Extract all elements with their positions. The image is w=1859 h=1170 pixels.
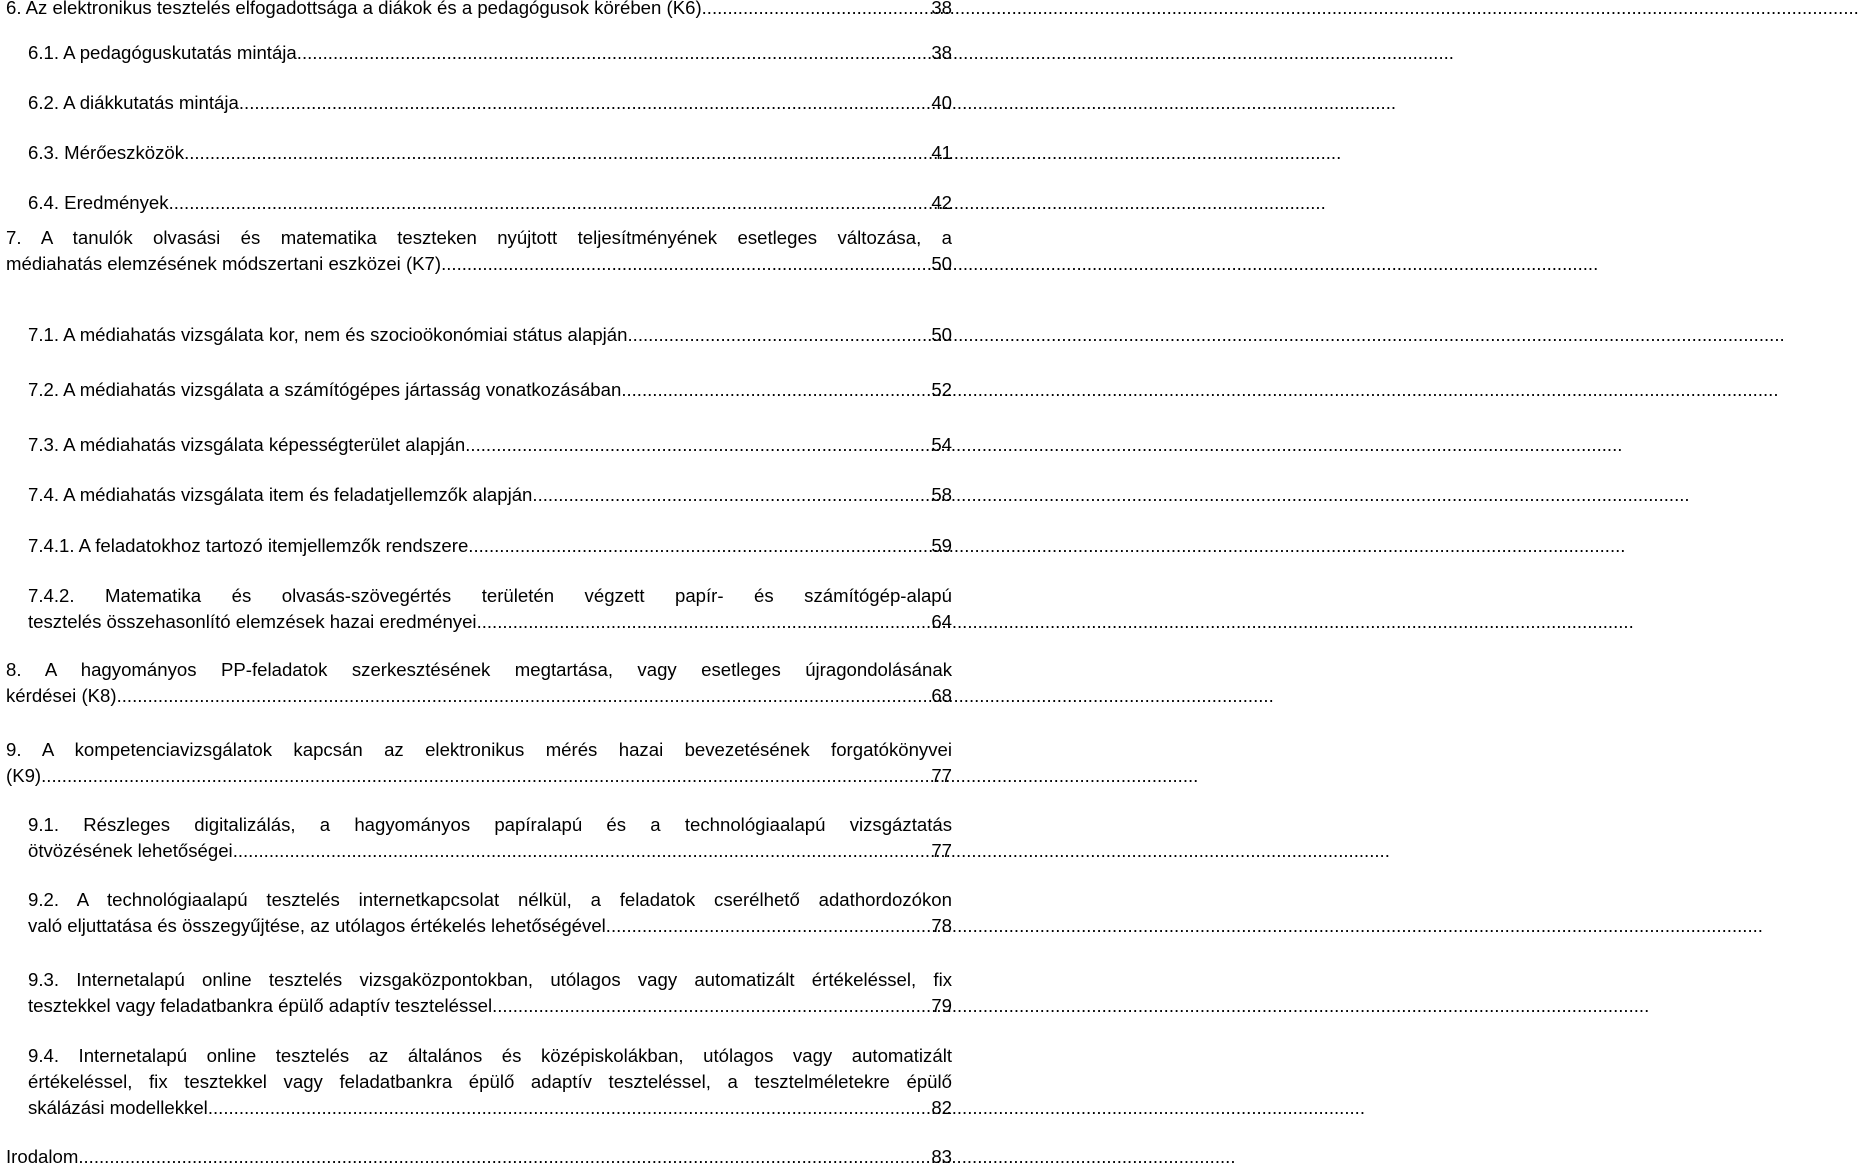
toc-page-number: 42: [931, 192, 952, 213]
dot-leader: [532, 482, 930, 508]
toc-entry-title: 6. Az elektronikus tesztelés elfogadottsága a diákok és a pedagógusok körében (K6): [6, 0, 702, 18]
toc-entry[interactable]: [28, 887, 952, 939]
toc-entry-title-line: 7.4.2. Matematika és olvasás-szövegértés területén végzett papír- és számítógép-alapú: [28, 585, 952, 606]
toc-page-number: 82: [931, 1097, 952, 1118]
toc-page-number: 77: [931, 765, 952, 786]
toc-page-number: 64: [931, 611, 952, 632]
toc-entry-title-line: értékeléssel, fix tesztekkel vagy feladatbankra épülő adaptív teszteléssel, a tesztelméletekre épülő: [28, 1071, 952, 1092]
toc-entry-title: 6.4. Eredmények: [28, 192, 169, 213]
toc-entry-title: tesztekkel vagy feladatbankra épülő adaptív teszteléssel: [28, 995, 493, 1016]
toc-entry[interactable]: [28, 583, 952, 635]
toc-entry-title: kérdései (K8): [6, 685, 117, 706]
toc-page-number: 58: [931, 484, 952, 505]
toc-entry[interactable]: [6, 1144, 952, 1170]
dot-leader: [468, 533, 930, 559]
toc-page-number: 38: [931, 0, 952, 18]
dot-leader: [184, 140, 930, 166]
dot-leader: [208, 1095, 930, 1121]
toc-entry-last-line: [6, 251, 952, 277]
toc-entry-title-line: 9.3. Internetalapú online tesztelés vizsgaközpontokban, utólagos vagy automatizált értékeléssel, fix: [28, 969, 952, 990]
toc-entry-title: 7.1. A médiahatás vizsgálata kor, nem és szocioökonómiai státus alapján: [28, 324, 628, 345]
dot-leader: [627, 322, 930, 348]
toc-entry-last-line: [28, 377, 952, 403]
dot-leader: [117, 683, 931, 709]
toc-entry-last-line: [28, 838, 952, 864]
toc-entry[interactable]: [6, 657, 952, 709]
toc-entry-last-line: [28, 90, 952, 116]
toc-entry-title: 7.3. A médiahatás vizsgálata képességterület alapján: [28, 434, 466, 455]
toc-entry-last-line: [6, 1144, 952, 1170]
toc-entry-last-line: [28, 1095, 952, 1121]
toc-entry[interactable]: [28, 140, 952, 166]
toc-entry-title: Irodalom: [6, 1146, 79, 1167]
dot-leader: [606, 913, 931, 939]
toc-entry[interactable]: [28, 482, 952, 508]
toc-entry[interactable]: [6, 225, 952, 277]
toc-page-number: 40: [931, 92, 952, 113]
toc-entry-last-line: [28, 913, 952, 939]
toc-page-number: 59: [931, 535, 952, 556]
toc-entry-title: 7.4.1. A feladatokhoz tartozó itemjellemzők rendszere: [28, 535, 469, 556]
toc-page-number: 68: [931, 685, 952, 706]
toc-page-number: 77: [931, 840, 952, 861]
toc-entry-title: médiahatás elemzésének módszertani eszközei (K7): [6, 253, 442, 274]
toc-entry-last-line: [28, 190, 952, 216]
toc-entry-title-line: 7. A tanulók olvasási és matematika teszteken nyújtott teljesítményének esetleges változása, a: [6, 227, 952, 248]
toc-entry[interactable]: [28, 1043, 952, 1121]
toc-entry[interactable]: [28, 40, 952, 66]
toc-entry-title-line: 8. A hagyományos PP-feladatok szerkesztésének megtartása, vagy esetleges újragondolásának: [6, 659, 952, 680]
toc-entry[interactable]: [28, 967, 952, 1019]
toc-entry-last-line: [28, 40, 952, 66]
toc-entry-title: 6.1. A pedagóguskutatás mintája: [28, 42, 297, 63]
toc-entry-last-line: [28, 993, 952, 1019]
toc-entry-title-line: 9.4. Internetalapú online tesztelés az általános és középiskolákban, utólagos vagy automatizált: [28, 1045, 952, 1066]
toc-entry-last-line: [28, 482, 952, 508]
dot-leader: [465, 432, 930, 458]
toc-entry-title-line: 9.1. Részleges digitalizálás, a hagyományos papíralapú és a technológiaalapú vizsgáztatás: [28, 814, 952, 835]
toc-entry-last-line: [28, 533, 952, 559]
dot-leader: [169, 190, 931, 216]
toc-entry-title: 7.4. A médiahatás vizsgálata item és feladatjellemzők alapján: [28, 484, 533, 505]
toc-entry-title-line: 9.2. A technológiaalapú tesztelés internetkapcsolat nélkül, a feladatok cserélhető adathordozókon: [28, 889, 952, 910]
toc-entry[interactable]: [28, 377, 952, 403]
toc-entry-last-line: [6, 683, 952, 709]
toc-entry-last-line: [28, 432, 952, 458]
toc-entry-last-line: [28, 609, 952, 635]
toc-entry[interactable]: [28, 812, 952, 864]
toc-entry[interactable]: [28, 432, 952, 458]
toc-entry[interactable]: [28, 322, 952, 348]
toc-entry-title: skálázási modellekkel: [28, 1097, 208, 1118]
toc-page-number: 79: [931, 995, 952, 1016]
dot-leader: [239, 90, 930, 116]
dot-leader: [78, 1144, 930, 1170]
toc-entry[interactable]: [6, 0, 952, 21]
toc-page-number: 41: [931, 142, 952, 163]
toc-entry-title-line: 9. A kompetenciavizsgálatok kapcsán az elektronikus mérés hazai bevezetésének forgatókönyvei: [6, 739, 952, 760]
toc-entry-last-line: [28, 140, 952, 166]
toc-entry[interactable]: [28, 533, 952, 559]
toc-entry-title: (K9): [6, 765, 42, 786]
dot-leader: [233, 838, 931, 864]
dot-leader: [441, 251, 930, 277]
toc-page-number: 50: [931, 324, 952, 345]
toc-page-number: 78: [931, 915, 952, 936]
toc-entry-title: tesztelés összehasonlító elemzések hazai eredményei: [28, 611, 477, 632]
toc-page-number: 50: [931, 253, 952, 274]
toc-entry-last-line: [6, 0, 952, 21]
toc-entry[interactable]: [28, 190, 952, 216]
dot-leader: [477, 609, 931, 635]
dot-leader: [702, 0, 931, 21]
toc-entry-last-line: [6, 763, 952, 789]
toc-entry-title: való eljuttatása és összegyűjtése, az utólagos értékelés lehetőségével: [28, 915, 606, 936]
toc-page-number: 38: [931, 42, 952, 63]
toc-page-number: 54: [931, 434, 952, 455]
dot-leader: [621, 377, 930, 403]
toc-page-number: 52: [931, 379, 952, 400]
toc-entry[interactable]: [6, 737, 952, 789]
dot-leader: [297, 40, 931, 66]
toc-entry-title: 6.3. Mérőeszközök: [28, 142, 185, 163]
toc-page-number: 83: [931, 1146, 952, 1167]
toc-entry-title: ötvözésének lehetőségei: [28, 840, 233, 861]
toc-entry-title: 6.2. A diákkutatás mintája: [28, 92, 239, 113]
toc-entry-title: 7.2. A médiahatás vizsgálata a számítógépes jártasság vonatkozásában: [28, 379, 622, 400]
toc-entry[interactable]: [28, 90, 952, 116]
dot-leader: [41, 763, 930, 789]
toc-entry-last-line: [28, 322, 952, 348]
dot-leader: [492, 993, 930, 1019]
